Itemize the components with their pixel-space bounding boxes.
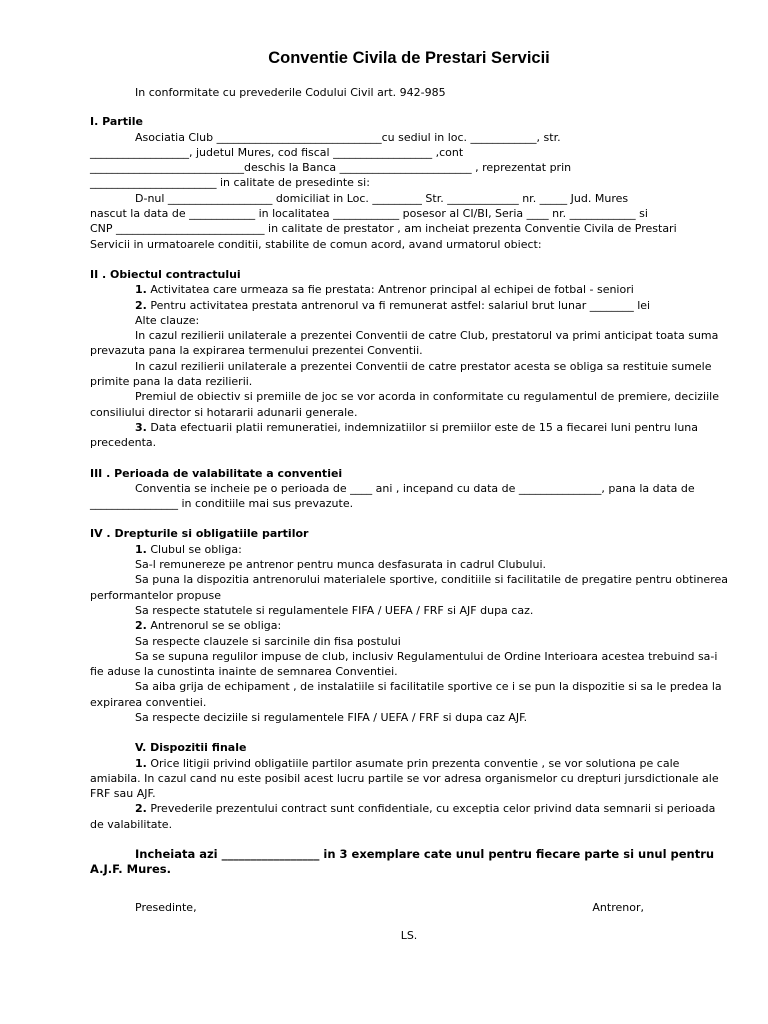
- item-number: 1.: [135, 542, 147, 556]
- section-1-line: CNP ___________________________ in calitate de prestator , am incheiat prezenta Conventie Civila de Prestari: [90, 222, 677, 236]
- section-4-paragraph: Sa respecte deciziile si regulamentele FIFA / UEFA / FRF si dupa caz AJF.: [135, 710, 528, 724]
- section-5-paragraph: [90, 801, 728, 832]
- item-text: Data efectuarii platii remuneratiei, indemnizatiilor si premiilor este de 15 a fiecarei luni pentru luna precedenta.: [90, 420, 699, 450]
- section-4-paragraph: Sa respecte statutele si regulamentele FIFA / UEFA / FRF si AJF dupa caz.: [135, 603, 534, 617]
- item-number: 2.: [135, 298, 147, 312]
- section-1-line: _______________________ in calitate de presedinte si:: [90, 176, 370, 190]
- intro-line: In conformitate cu prevederile Codului Civil art. 942-985: [135, 86, 446, 99]
- section-3-paragraph: Conventia se incheie pe o perioada de ____ ani , incepand cu data de _______________, pana la data de ________________ in conditiile mai sus prevazute.: [90, 481, 695, 511]
- section-2-paragraph: [90, 282, 728, 297]
- section-5-heading: V. Dispozitii finale: [135, 741, 247, 755]
- section-4-paragraph: Sa se supuna regulilor impuse de club, inclusiv Regulamentului de Ordine Interioara acestea trebuind sa-i fie aduse la cunostinta inainte de semnarea Conventiei.: [90, 649, 718, 679]
- section-4-paragraph: Sa respecte clauzele si sarcinile din fisa postului: [135, 634, 401, 648]
- item-number: 2.: [135, 619, 147, 633]
- section-1-line: ____________________________deschis la Banca ________________________ , reprezentat prin: [90, 161, 572, 175]
- section-1-line: __________________, judetul Mures, cod fiscal __________________ ,cont: [90, 145, 464, 159]
- item-number: 2.: [135, 802, 147, 816]
- section-2-heading: II . Obiectul contractului: [90, 267, 241, 281]
- section-4-paragraph: Sa puna la dispozitia antrenorului materialele sportive, conditiile si facilitatile de pregatire pentru obtinerea performantelor propuse: [90, 573, 728, 602]
- signature-label-coach: Antrenor,: [592, 900, 644, 914]
- section-1-line: Servicii in urmatoarele conditii, stabilite de comun acord, avand urmatorul obiect:: [90, 237, 542, 251]
- item-text: Orice litigii privind obligatiile partilor asumate prin prezenta conventie , se vor solutiona pe cale amiabila. In cazul cand nu este posibil acest lucru partile se vor adresa organismelor cu drepturi jursdictionale ale FRF sau AJF.: [90, 756, 719, 801]
- closing-statement: Incheiata azi _________________ in 3 exemplare cate unul pentru fiecare parte si unul pentru A.J.F. Mures.: [90, 847, 715, 877]
- section-2-paragraph: Premiul de obiectiv si premiile de joc se vor acorda in conformitate cu regulamentul de premiere, deciziile consiliului director si hotararii adunarii generale.: [90, 390, 719, 419]
- item-text: Antrenorul se se obliga:: [146, 619, 282, 633]
- section-2-paragraph: [90, 420, 728, 451]
- item-text: Activitatea care urmeaza sa fie prestata: Antrenor principal al echipei de fotbal - seniori: [146, 283, 634, 297]
- signature-label-president: Presedinte,: [135, 900, 197, 914]
- section-4-paragraph: [90, 618, 728, 633]
- section-2-paragraph: Alte clauze:: [135, 313, 200, 327]
- section-1-heading: I. Partile: [90, 115, 143, 129]
- item-text: Clubul se obliga:: [146, 542, 242, 556]
- section-1-line: Asociatia Club ______________________________cu sediul in loc. ____________, str.: [135, 130, 561, 144]
- item-number: 1.: [135, 756, 147, 770]
- section-4-paragraph: [90, 542, 728, 557]
- section-5-paragraph: [90, 756, 728, 802]
- item-text: Pentru activitatea prestata antrenorul va fi remunerat astfel: salariul brut lunar ________ lei: [146, 298, 651, 312]
- section-3-heading: III . Perioada de valabilitate a conventiei: [90, 466, 343, 480]
- seal-label: LS.: [400, 928, 418, 942]
- item-text: Prevederile prezentului contract sunt confidentiale, cu exceptia celor privind data semnarii si perioada de valabilitate.: [90, 802, 716, 831]
- section-2-paragraph: In cazul rezilierii unilaterale a prezentei Conventii de catre prestator acesta se obliga sa restituie sumele primite pana la data rezilierii.: [90, 359, 712, 389]
- section-4-paragraph: Sa aiba grija de echipament , de instalatiile si facilitatile sportive ce i se pun la dispozitie si sa le predea la expirarea conventiei.: [90, 680, 722, 709]
- section-4-heading: IV . Drepturile si obligatiile partilor: [90, 527, 309, 541]
- section-4-paragraph: Sa-l remunereze pe antrenor pentru munca desfasurata in cadrul Clubului.: [135, 558, 547, 572]
- item-number: 1.: [135, 283, 147, 297]
- document-title: Conventie Civila de Prestari Servicii: [268, 49, 550, 67]
- section-2-paragraph: [90, 298, 728, 313]
- section-1-line: D-nul ___________________ domiciliat in Loc. _________ Str. _____________ nr. _____ Jud. Mures: [135, 191, 629, 205]
- section-1-line: nascut la data de ____________ in localitatea ____________ posesor al CI/BI, Seria ____ nr. ____________ si: [90, 207, 648, 221]
- signature-row: [90, 900, 728, 915]
- section-2-paragraph: In cazul rezilierii unilaterale a prezentei Conventii de catre Club, prestatorul va primi anticipat toata suma prevazuta pana la expirarea termenului prezentei Conventii.: [90, 329, 719, 358]
- item-number: 3.: [135, 420, 147, 434]
